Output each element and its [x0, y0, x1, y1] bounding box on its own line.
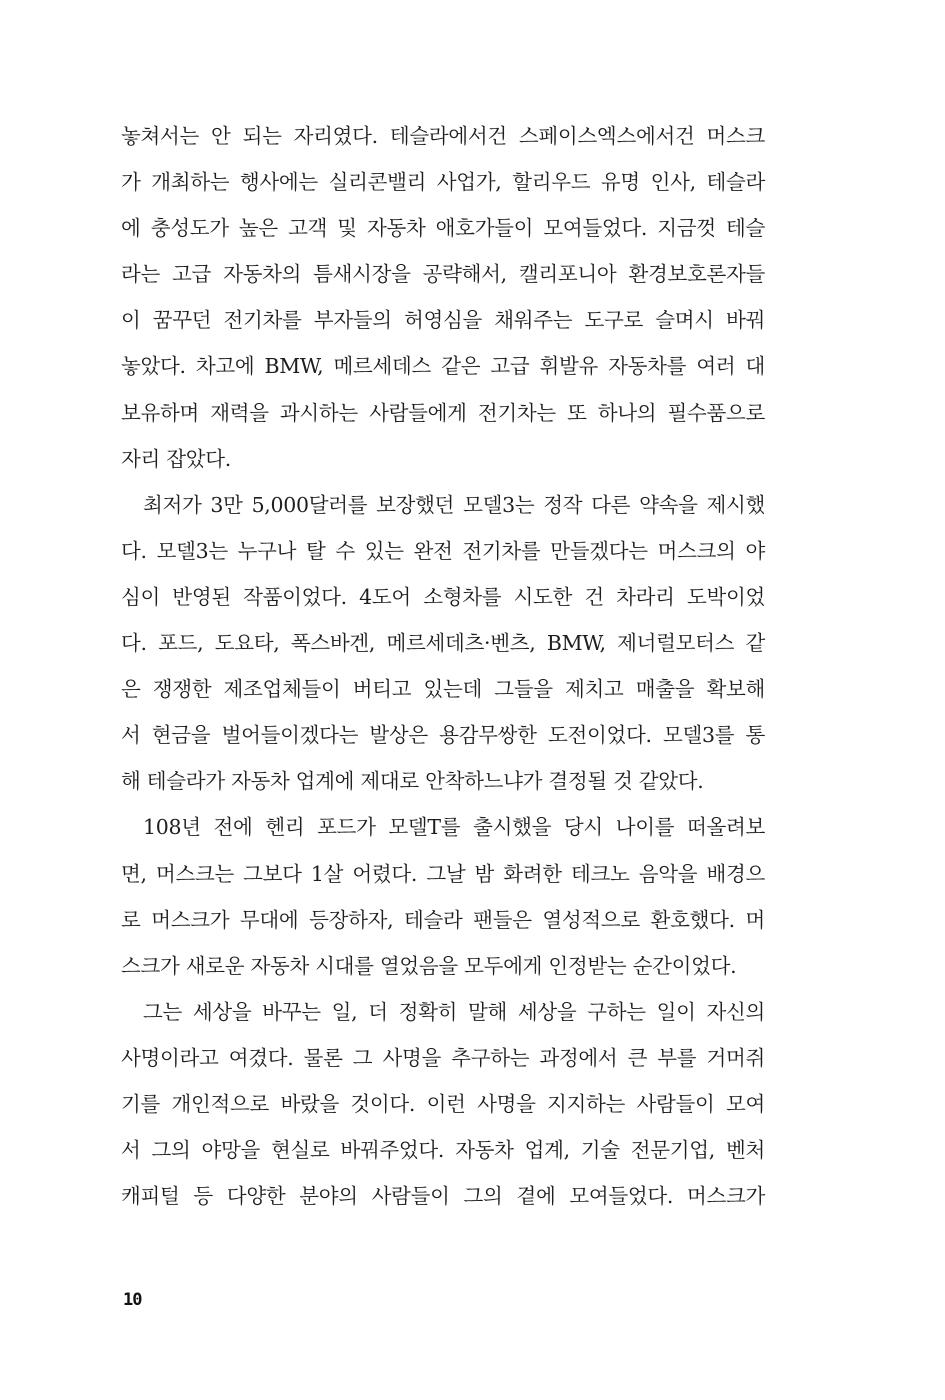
paragraph-2 [121, 482, 765, 805]
text-line: 에 충성도가 높은 고객 및 자동차 애호가들이 모여들었다. 지금껏 테슬 [121, 216, 765, 241]
text-line: 해 테슬라가 자동차 업계에 제대로 안착하느냐가 결정될 것 같았다. [121, 769, 704, 794]
text-line: 서 그의 야망을 현실로 바꿔주었다. 자동차 업계, 기술 전문기업, 벤처 [121, 1138, 765, 1163]
body-text [121, 113, 765, 1219]
text-line: 라는 고급 자동차의 틈새시장을 공략해서, 캘리포니아 환경보호론자들 [121, 262, 765, 287]
text-line: 면, 머스크는 그보다 1살 어렸다. 그날 밤 화려한 테크노 음악을 배경으 [121, 861, 765, 886]
text-line: 심이 반영된 작품이었다. 4도어 소형차를 시도한 건 차라리 도박이었 [121, 584, 765, 609]
text-line: 기를 개인적으로 바랐을 것이다. 이런 사명을 지지하는 사람들이 모여 [121, 1091, 765, 1116]
text-line: 로 머스크가 무대에 등장하자, 테슬라 팬들은 열성적으로 환호했다. 머 [121, 907, 765, 932]
paragraph-3 [121, 804, 765, 988]
text-line: 다. 포드, 도요타, 폭스바겐, 메르세데츠·벤츠, BMW, 제너럴모터스 같 [121, 631, 765, 656]
text-line: 108년 전에 헨리 포드가 모델T를 출시했을 당시 나이를 떠올려보 [143, 815, 765, 840]
text-line: 서 현금을 벌어들이겠다는 발상은 용감무쌍한 도전이었다. 모델3를 통 [121, 723, 765, 748]
text-line: 보유하며 재력을 과시하는 사람들에게 전기차는 또 하나의 필수품으로 [121, 400, 765, 425]
text-line: 놓쳐서는 안 되는 자리였다. 테슬라에서건 스페이스엑스에서건 머스크 [121, 124, 765, 148]
paragraph-1 [121, 113, 765, 482]
text-line: 다. 모델3는 누구나 탈 수 있는 완전 전기차를 만들겠다는 머스크의 야 [121, 538, 765, 563]
text-line: 스크가 새로운 자동차 시대를 열었음을 모두에게 인정받는 순간이었다. [121, 953, 737, 978]
page-number: 10 [123, 1290, 142, 1310]
text-line: 은 쟁쟁한 제조업체들이 버티고 있는데 그들을 제치고 매출을 확보해 [121, 677, 765, 702]
text-line: 캐피털 등 다양한 분야의 사람들이 그의 곁에 모여들었다. 머스크가 [121, 1184, 765, 1209]
text-line: 그는 세상을 바꾸는 일, 더 정확히 말해 세상을 구하는 일이 자신의 [143, 999, 765, 1024]
text-line: 사명이라고 여겼다. 물론 그 사명을 추구하는 과정에서 큰 부를 거머쥐 [121, 1045, 765, 1070]
text-line: 최저가 3만 5,000달러를 보장했던 모델3는 정작 다른 약속을 제시했 [143, 492, 765, 517]
text-line: 놓았다. 차고에 BMW, 메르세데스 같은 고급 휘발유 자동차를 여러 대 [121, 354, 765, 379]
text-line: 가 개최하는 행사에는 실리콘밸리 사업가, 할리우드 유명 인사, 테슬라 [121, 170, 765, 195]
paragraph-4 [121, 989, 765, 1219]
text-line: 자리 잡았다. [121, 446, 231, 471]
text-line: 이 꿈꾸던 전기차를 부자들의 허영심을 채워주는 도구로 슬며시 바꿔 [121, 308, 765, 333]
